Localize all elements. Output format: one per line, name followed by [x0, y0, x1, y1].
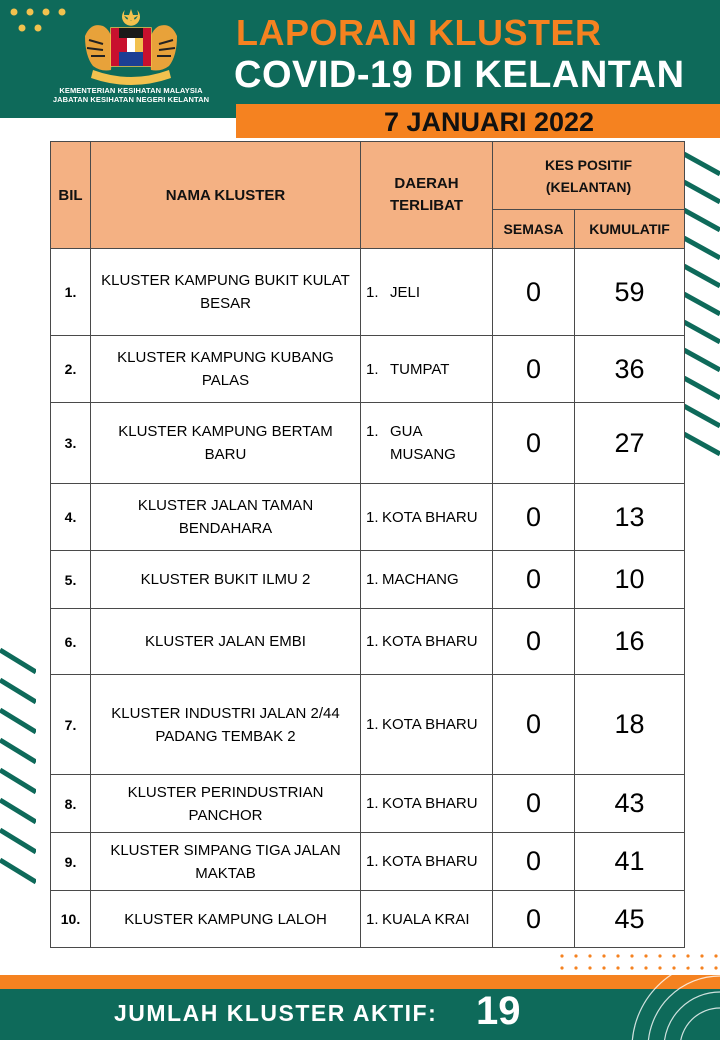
- cluster-name: KLUSTER JALAN EMBI: [91, 609, 361, 675]
- district-name: JELI: [390, 283, 421, 301]
- district: [361, 336, 493, 403]
- district-number: 1.: [366, 716, 379, 733]
- district-number: 1.: [366, 571, 379, 588]
- cumulative-cases: 18: [575, 675, 685, 775]
- district-name: KOTA BHARU: [382, 508, 478, 526]
- report-subtitle: COVID-19 DI KELANTAN: [234, 54, 685, 96]
- cumulative-cases: 16: [575, 609, 685, 675]
- district: [361, 675, 493, 775]
- district: [361, 403, 493, 484]
- cumulative-cases: 36: [575, 336, 685, 403]
- cluster-name: KLUSTER SIMPANG TIGA JALAN MAKTAB: [91, 833, 361, 891]
- cluster-table: [50, 141, 685, 948]
- district: [361, 551, 493, 609]
- table-row: [51, 551, 685, 609]
- table-row: [51, 775, 685, 833]
- current-cases: 0: [493, 403, 575, 484]
- report-date: 7 JANUARI 2022: [383, 107, 595, 137]
- district-number: 1.: [366, 423, 379, 440]
- district-name: KUALA KRAI: [382, 910, 470, 928]
- cluster-name: KLUSTER INDUSTRI JALAN 2/44 PADANG TEMBAK 2: [91, 675, 361, 775]
- district-number: 1.: [366, 508, 379, 526]
- decorative-stripes-right: [684, 140, 720, 460]
- district-number: 1.: [366, 910, 379, 928]
- current-cases: 0: [493, 484, 575, 551]
- current-cases: 0: [493, 336, 575, 403]
- table-row: [51, 249, 685, 336]
- row-number: 2.: [51, 336, 91, 403]
- district-name: TUMPAT: [390, 360, 450, 378]
- decorative-stripes-left: [0, 640, 36, 900]
- current-cases: 0: [493, 609, 575, 675]
- cluster-name: KLUSTER KAMPUNG KUBANG PALAS: [91, 336, 361, 403]
- table-row: [51, 336, 685, 403]
- current-cases: 0: [493, 249, 575, 336]
- ministry-name: KEMENTERIAN KESIHATAN MALAYSIA: [59, 86, 203, 95]
- header-daerah: DAERAH TERLIBAT: [361, 142, 493, 249]
- table-row: [51, 891, 685, 948]
- total-active-clusters-label: JUMLAH KLUSTER AKTIF:: [114, 1000, 438, 1026]
- district-name: KOTA BHARU: [382, 853, 478, 870]
- current-cases: 0: [493, 551, 575, 609]
- cumulative-cases: 13: [575, 484, 685, 551]
- table-row: [51, 484, 685, 551]
- decorative-arcs: [608, 958, 720, 1040]
- district: [361, 484, 493, 551]
- district-number: 1.: [366, 853, 379, 870]
- district-name: KOTA BHARU: [382, 716, 478, 733]
- district-name: KOTA BHARU: [382, 633, 478, 650]
- cluster-name: KLUSTER PERINDUSTRIAN PANCHOR: [91, 775, 361, 833]
- cluster-name: KLUSTER KAMPUNG BUKIT KULAT BESAR: [91, 249, 361, 336]
- header-kes-positif: KES POSITIF (KELANTAN): [493, 142, 685, 210]
- department-name: JABATAN KESIHATAN NEGERI KELANTAN: [52, 95, 210, 104]
- total-active-clusters-value: 19: [476, 989, 521, 1033]
- current-cases: 0: [493, 775, 575, 833]
- district-name: GUA MUSANG: [390, 423, 456, 463]
- cumulative-cases: 27: [575, 403, 685, 484]
- table-row: [51, 675, 685, 775]
- header-kumulatif: KUMULATIF: [575, 210, 685, 249]
- current-cases: 0: [493, 833, 575, 891]
- ministry-logo: [26, 6, 236, 110]
- row-number: 1.: [51, 249, 91, 336]
- header-bil: BIL: [51, 142, 91, 249]
- current-cases: 0: [493, 891, 575, 948]
- current-cases: 0: [493, 675, 575, 775]
- district-number: 1.: [366, 633, 379, 650]
- cluster-name: KLUSTER BUKIT ILMU 2: [91, 551, 361, 609]
- table-row: [51, 609, 685, 675]
- district: [361, 891, 493, 948]
- row-number: 6.: [51, 609, 91, 675]
- cumulative-cases: 43: [575, 775, 685, 833]
- report-title: LAPORAN KLUSTER: [236, 12, 602, 53]
- row-number: 8.: [51, 775, 91, 833]
- row-number: 7.: [51, 675, 91, 775]
- table-row: [51, 833, 685, 891]
- header-semasa: SEMASA: [493, 210, 575, 249]
- row-number: 3.: [51, 403, 91, 484]
- district: [361, 833, 493, 891]
- table-row: [51, 403, 685, 484]
- district: [361, 775, 493, 833]
- header-nama-kluster: NAMA KLUSTER: [91, 142, 361, 249]
- row-number: 5.: [51, 551, 91, 609]
- district-number: 1.: [366, 795, 379, 812]
- cumulative-cases: 10: [575, 551, 685, 609]
- cluster-name: KLUSTER KAMPUNG BERTAM BARU: [91, 403, 361, 484]
- district-name: KOTA BHARU: [382, 795, 478, 812]
- row-number: 10.: [51, 891, 91, 948]
- cumulative-cases: 59: [575, 249, 685, 336]
- cumulative-cases: 41: [575, 833, 685, 891]
- district-number: 1.: [366, 283, 379, 301]
- district-number: 1.: [366, 360, 379, 378]
- coat-of-arms-icon: [71, 6, 191, 86]
- district: [361, 609, 493, 675]
- cluster-name: KLUSTER KAMPUNG LALOH: [91, 891, 361, 948]
- row-number: 4.: [51, 484, 91, 551]
- district-name: MACHANG: [382, 571, 459, 588]
- district: [361, 249, 493, 336]
- cumulative-cases: 45: [575, 891, 685, 948]
- row-number: 9.: [51, 833, 91, 891]
- cluster-name: KLUSTER JALAN TAMAN BENDAHARA: [91, 484, 361, 551]
